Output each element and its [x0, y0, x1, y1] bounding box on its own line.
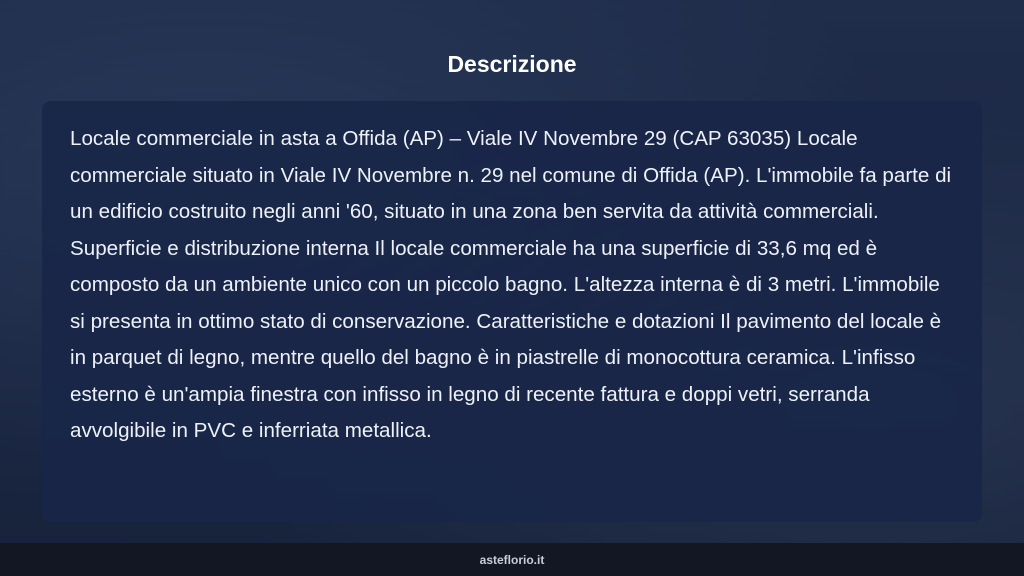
footer-bar [0, 543, 1024, 576]
description-panel [42, 101, 982, 522]
description-text: Locale commerciale in asta a Offida (AP) – Viale IV Novembre 29 (CAP 63035) Locale commerciale situato in Viale IV Novembre n. 29 nel comune di Offida (AP). L'immobile fa parte di un edificio costruito negli anni '60, situato in una zona ben servita da attività commerciali. Superficie e distribuzione interna Il locale commerciale ha una superficie di 33,6 mq ed è composto da un ambiente unico con un piccolo bagno. L'altezza interna è di 3 metri. L'immobile si presenta in ottimo stato di conservazione. Caratteristiche e dotazioni Il pavimento del locale è in parquet di legno, mentre quello del bagno è in piastrelle di monocottura ceramica. L'infisso esterno è un'ampia finestra con infisso in legno di recente fattura e doppi vetri, serranda avvolgibile in PVC e inferriata metallica. [70, 127, 952, 442]
footer-site-label: asteflorio.it [479, 552, 545, 567]
page-title: Descrizione [447, 51, 577, 77]
